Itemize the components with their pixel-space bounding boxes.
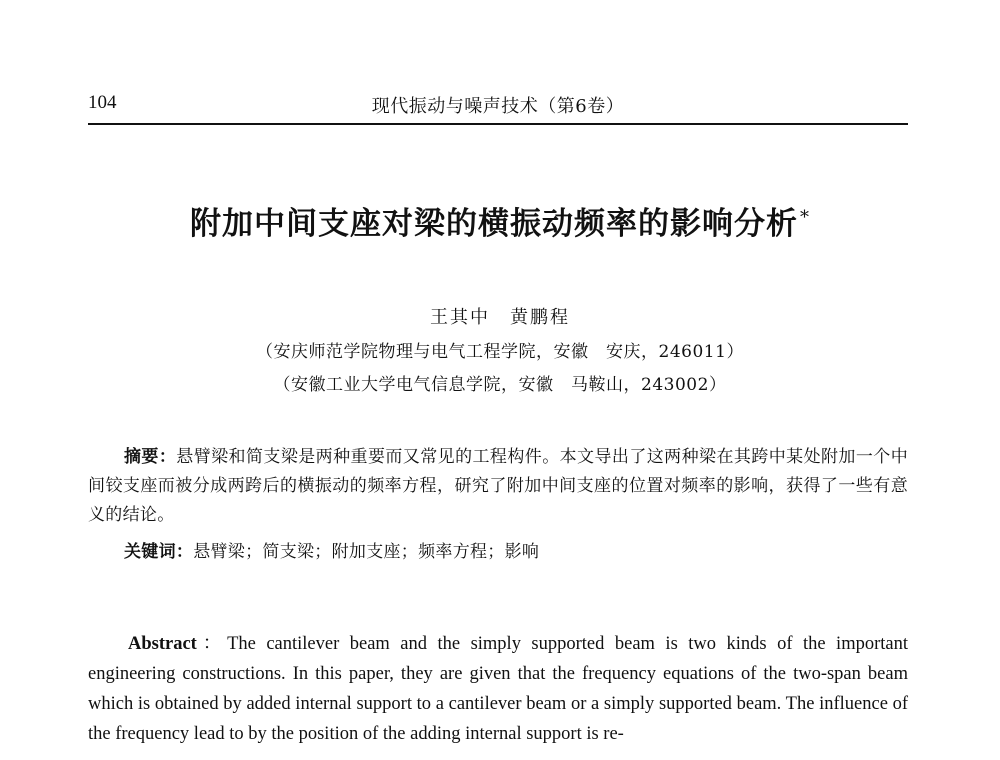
paper-title-text: 附加中间支座对梁的横振动频率的影响分析: [190, 206, 798, 242]
page-number: 104: [88, 92, 117, 113]
abstract-english: [88, 629, 908, 749]
keywords: [124, 537, 539, 562]
keywords-text: 悬臂梁；简支梁；附加支座；频率方程；影响: [193, 542, 540, 562]
abstract-cn-text: 悬臂梁和简支梁是两种重要而又常见的工程构件。本文导出了这两种梁在其跨中某处附加一个中间铰支座而被分成两跨后的横振动的频率方程，研究了附加中间支座的位置对频率的影响，获得了一些有意义的结论。: [88, 447, 908, 525]
abstract-chinese: [88, 443, 908, 530]
abstract-en-text: The cantilever beam and the simply supported beam is two kinds of the important engineering constructions. In this paper, they are given that the frequency equations of the two-span beam which is obtained by added internal support to a cantilever beam or a simply supported beam. The influence of the frequency lead to by the position of the adding internal support is re-: [88, 634, 908, 744]
paper-title: [0, 198, 1000, 243]
abstract-en-separator: ：: [196, 634, 228, 654]
abstract-cn-label: 摘要：: [124, 447, 177, 467]
abstract-en-label: Abstract: [128, 634, 197, 654]
affiliation-1: （安庆师范学院物理与电气工程学院，安徽 安庆，246011）: [256, 342, 744, 362]
affiliation-2: （安徽工业大学电气信息学院，安徽 马鞍山，243002）: [273, 375, 727, 395]
authors: 王其中 黄鹏程: [430, 307, 570, 328]
title-footnote-mark: *: [800, 206, 810, 228]
journal-title: 现代振动与噪声技术（第6卷）: [371, 96, 625, 117]
keywords-label: 关键词：: [124, 542, 194, 562]
header-rule: [88, 123, 908, 125]
running-header: [88, 92, 908, 116]
